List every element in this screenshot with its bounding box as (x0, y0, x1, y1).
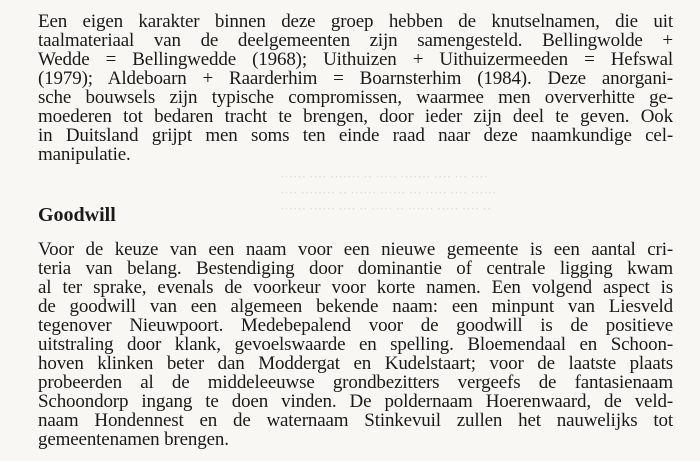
paragraph-line: sche bouwsels zijn typische compromissen, waarmee men oververhitte ge- (38, 87, 673, 108)
paragraph-line: taalmateriaal van de deelgemeenten zijn samengesteld. Bellingwolde + (38, 30, 673, 51)
paragraph-line: gemeentenamen brengen. (38, 429, 229, 450)
paragraph-line: teria van belang. Bestendiging door dominantie of centrale ligging kwam (38, 258, 673, 279)
paragraph-line: (1979); Aldeboarn + Raarderhim = Boarnsterhim (1984). Deze anorgani- (38, 68, 673, 89)
paragraph-line: tegenover Nieuwpoort. Medebepalend voor de goodwill is de positieve (38, 315, 673, 336)
paragraph-line: naam Hondennest en de waternaam Stinkevuil zullen het nauwelijks tot (38, 410, 673, 431)
show-through-bleed: ······ ···· ····· ··· ······ ······ ·· ········ ···· (280, 185, 497, 200)
paragraph-line: Voor de keuze van een naam voor een nieuwe gemeente is een aantal cri- (38, 239, 673, 260)
paragraph-line: manipulatie. (38, 144, 131, 165)
show-through-bleed: ·· ···· ····· ······ ·· ····· ·· ···· ······ ······ (280, 201, 492, 216)
paragraph-line: Een eigen karakter binnen deze groep hebben de knutselnamen, die uit (38, 11, 673, 32)
paragraph-line: moederen tot bedaren tracht te brengen, door ieder zijn deel te geven. Ook (38, 106, 673, 127)
paragraph-line: Schoondorp ingang te doen vinden. De poldernaam Hoerenwaard, de veld- (38, 391, 673, 412)
paragraph-line: uitstraling door klank, gevoelswaarde en spelling. Bloemendaal en Schoon- (38, 334, 673, 355)
paragraph-line: in Duitsland grijpt men soms ten einde raad naar deze naamkundige cel- (38, 125, 673, 146)
paragraph-line: hoven klinken beter dan Moddergat en Kudelstaart; voor de laatste plaats (38, 353, 673, 374)
paragraph-line: probeerden al de middeleeuwse grondbezitters vergeefs de fantasienaam (38, 372, 673, 393)
show-through-bleed: ···· ··· ···· ······· ····· ·· ······· ···· ······ (280, 169, 488, 184)
paragraph-line: al ter sprake, evenals de voorkeur voor korte namen. Een volgend aspect is (38, 277, 673, 298)
section-heading: Goodwill (38, 204, 116, 226)
paragraph-line: de goodwill van een algemeen bekende naam: een minpunt van Liesveld (38, 296, 673, 317)
paragraph-line: Wedde = Bellingwedde (1968); Uithuizen + Uithuizermeeden = Hefswal (38, 49, 673, 70)
